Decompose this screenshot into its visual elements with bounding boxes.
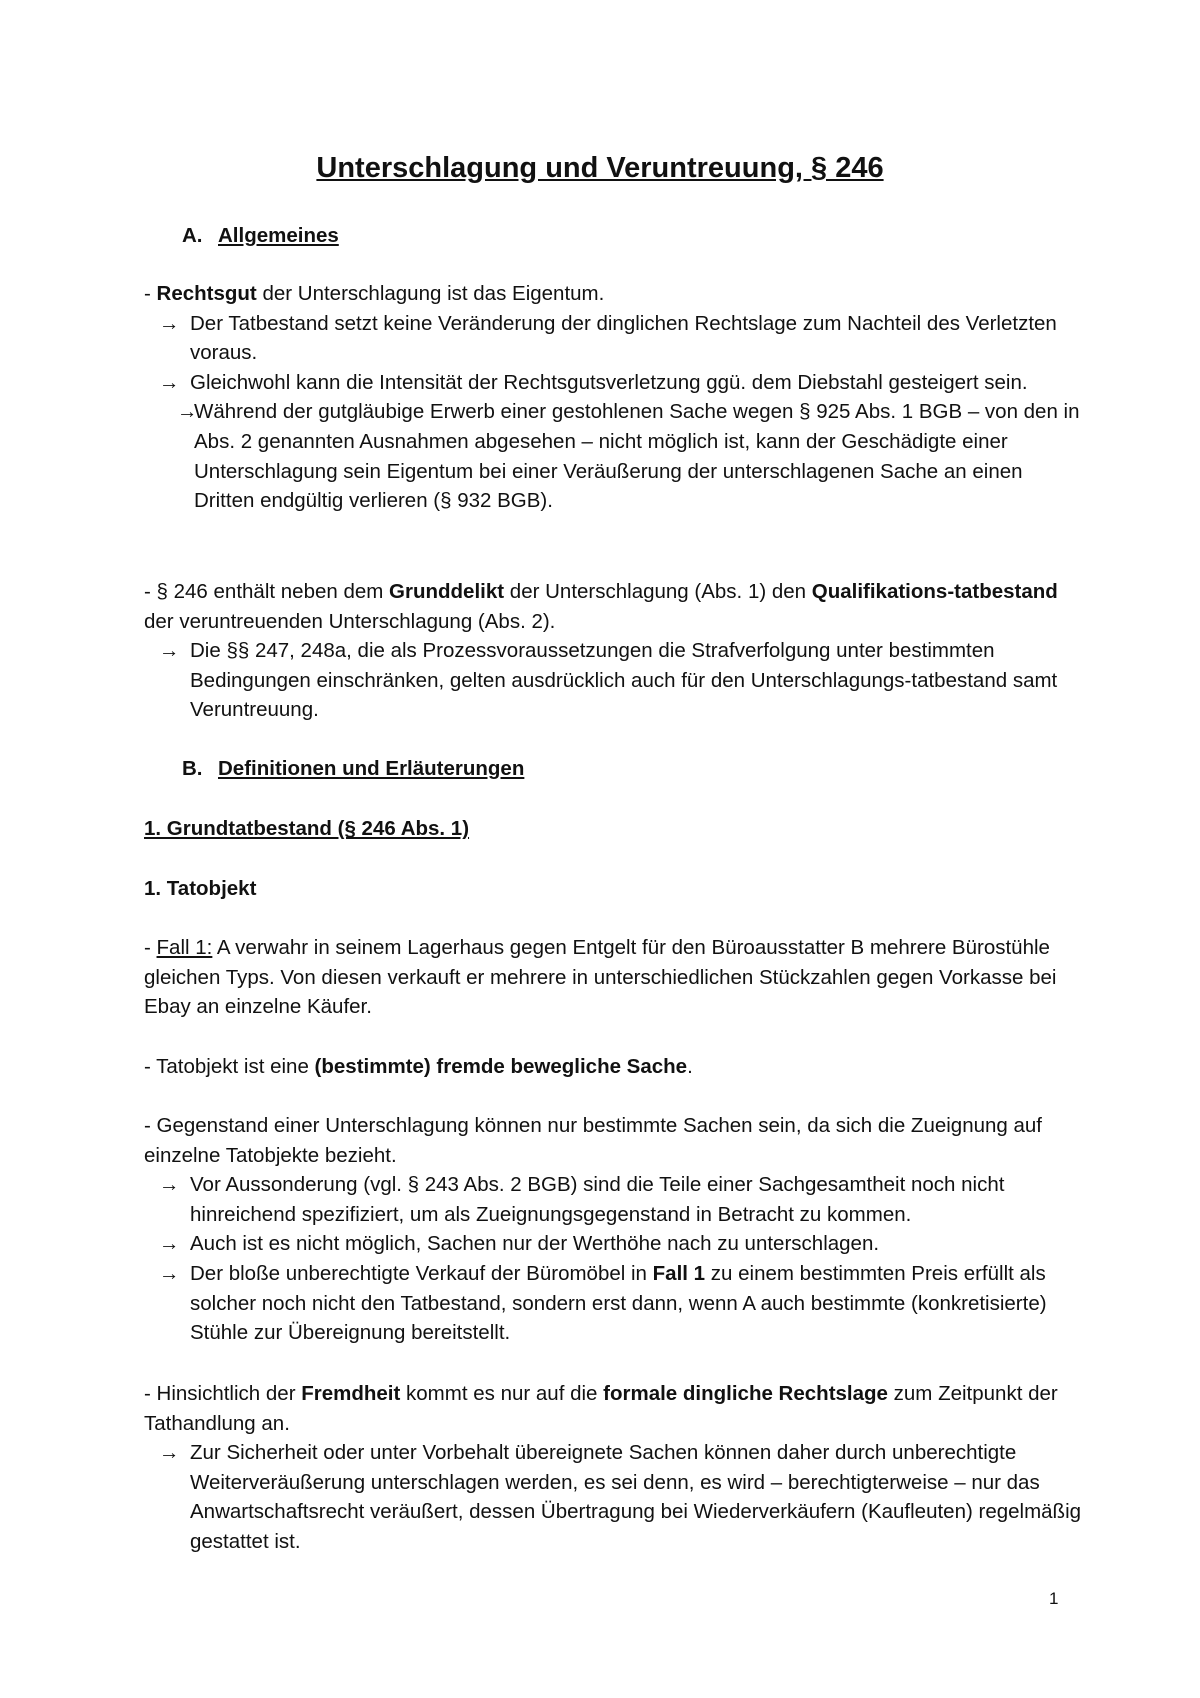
arrow-icon: → bbox=[159, 1261, 180, 1285]
grunddelikt-paragraph: - § 246 enthält neben dem Grunddelikt der Unterschlagung (Abs. 1) den Qualifikations-tatbestand der veruntreuenden Unterschlagung (Abs. 2). bbox=[144, 580, 1058, 633]
arrow-item: → Gleichwohl kann die Intensität der Rechtsgutsverletzung ggü. dem Diebstahl gesteigert sein. bbox=[144, 368, 1084, 398]
section-label: A. bbox=[182, 224, 203, 247]
arrow-item: → Die §§ 247, 248a, die als Prozessvoraussetzungen die Strafverfolgung unter bestimmten Bedingungen einschränken, gelten ausdrücklich auch für den Unterschlagungs-tatbestand samt Veruntreuung. bbox=[144, 636, 1084, 725]
page-title: Unterschlagung und Veruntreuung, § 246 bbox=[316, 152, 884, 184]
arrow-icon: → bbox=[159, 370, 180, 394]
arrow-icon: → bbox=[159, 1232, 180, 1256]
fall-1-block bbox=[144, 933, 1084, 1022]
heading-grundtatbestand: 1. Grundtatbestand (§ 246 Abs. 1) bbox=[144, 817, 470, 840]
tatobjekt-paragraph: - Tatobjekt ist eine (bestimmte) fremde bewegliche Sache. bbox=[144, 1055, 693, 1078]
section-label: B. bbox=[182, 757, 203, 780]
section-title: Definitionen und Erläuterungen bbox=[218, 757, 525, 780]
fremdheit-paragraph: - Hinsichtlich der Fremdheit kommt es nur auf die formale dingliche Rechtslage zum Zeitpunkt der Tathandlung an. bbox=[144, 1382, 1058, 1435]
gegenstand-paragraph: - Gegenstand einer Unterschlagung können nur bestimmte Sachen sein, da sich die Zueignung auf einzelne Tatobjekte bezieht. bbox=[144, 1114, 1043, 1167]
fremdheit-block bbox=[144, 1379, 1084, 1557]
arrow-icon: → bbox=[159, 1441, 180, 1465]
arrow-item-nested: → Während der gutgläubige Erwerb einer gestohlenen Sache wegen § 925 Abs. 1 BGB – von den in Abs. 2 genannten Ausnahmen abgesehen – nicht möglich ist, kann der Geschädigte einer Unterschlagung sein Eigentum bei einer Veräußerung der unterschlagenen Sache an einen Dritten endgültig verlieren (§ 932 BGB). bbox=[144, 397, 1084, 515]
section-heading-b bbox=[182, 754, 882, 784]
arrow-item: → Auch ist es nicht möglich, Sachen nur der Werthöhe nach zu unterschlagen. bbox=[144, 1229, 1084, 1259]
arrow-icon: → bbox=[159, 1173, 180, 1197]
arrow-item: → Der bloße unberechtigte Verkauf der Büromöbel in Fall 1 zu einem bestimmten Preis erfüllt als solcher noch nicht den Tatbestand, sondern erst dann, wenn A auch bestimmte (konkretisierte) Stühle zur Übereignung bereitstellt. bbox=[144, 1259, 1084, 1348]
heading-tatobjekt: 1. Tatobjekt bbox=[144, 877, 257, 900]
arrow-item: → Vor Aussonderung (vgl. § 243 Abs. 2 BGB) sind die Teile einer Sachgesamtheit noch nicht hinreichend spezifiziert, um als Zueignungsgegenstand in Betracht zu kommen. bbox=[144, 1170, 1084, 1229]
arrow-icon: → bbox=[159, 639, 180, 663]
section-title: Allgemeines bbox=[218, 224, 339, 247]
grunddelikt-block bbox=[144, 577, 1084, 725]
fall-1-paragraph: - Fall 1: A verwahr in seinem Lagerhaus gegen Entgelt für den Büroausstatter B mehrere Bürostühle gleichen Typs. Von diesen verkauft er mehrere in unterschiedlichen Stückzahlen gegen Vorkasse bei Ebay an einzelne Käufer. bbox=[144, 936, 1057, 1019]
tatobjekt-block bbox=[144, 1052, 1084, 1082]
arrow-item: → Der Tatbestand setzt keine Veränderung der dinglichen Rechtslage zum Nachteil des Verletzten voraus. bbox=[144, 309, 1084, 368]
rechtsgut-paragraph: - Rechtsgut der Unterschlagung ist das Eigentum. bbox=[144, 282, 605, 305]
page-number: 1 bbox=[1049, 1589, 1059, 1608]
gegenstand-block bbox=[144, 1111, 1084, 1348]
arrow-icon: → bbox=[159, 311, 180, 335]
rechtsgut-block bbox=[144, 279, 1084, 516]
arrow-item: → Zur Sicherheit oder unter Vorbehalt übereignete Sachen können daher durch unberechtigte Weiterveräußerung unterschlagen werden, es sei denn, es wird – berechtigterweise – nur das Anwartschaftsrecht veräußert, dessen Übertragung bei Wiederverkäufern (Kaufleuten) regelmäßig gestattet ist. bbox=[144, 1438, 1084, 1556]
section-heading-a bbox=[182, 221, 882, 251]
arrow-icon: → bbox=[177, 400, 198, 424]
